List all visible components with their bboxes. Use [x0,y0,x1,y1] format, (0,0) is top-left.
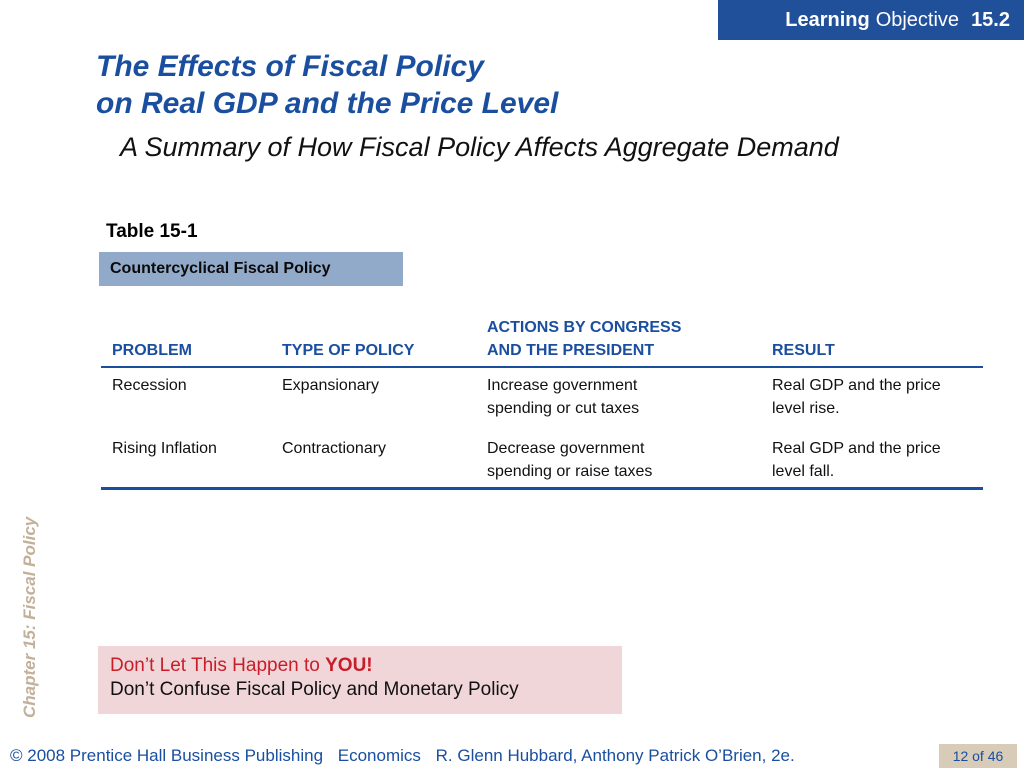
row1-type: Expansionary [282,377,379,394]
callout-heading-emphasis: YOU! [325,655,373,676]
table-label: Table 15-1 [106,221,198,242]
table-bottom-rule [101,487,983,490]
row1-result-line2: level rise. [772,400,840,417]
row2-result-line1: Real GDP and the price [772,440,941,457]
row2-result-line2: level fall. [772,463,835,480]
footer-copyright: © 2008 Prentice Hall Business Publishing [10,746,324,765]
table-caption: Countercyclical Fiscal Policy [99,252,403,286]
row2-actions-line2: spending or raise taxes [487,463,653,480]
callout-subheading: Don’t Confuse Fiscal Policy and Monetary Policy [110,679,519,700]
badge-learning: Learning [785,8,870,31]
slide-title [96,48,558,122]
badge-number: 15.2 [971,8,1010,31]
row1-actions-line2: spending or cut taxes [487,400,640,417]
row1-problem: Recession [112,377,187,394]
badge-objective: Objective [875,8,960,31]
slide-subtitle: A Summary of How Fiscal Policy Affects Aggregate Demand [120,132,839,162]
learning-objective-badge [718,0,1024,40]
callout-box [98,646,622,714]
row1-actions-line1: Increase government [487,377,638,394]
row1-result-line1: Real GDP and the price [772,377,941,394]
footer-book: Economics [337,746,421,765]
header-actions-line1: ACTIONS BY CONGRESS [487,319,682,336]
header-actions-line2: AND THE PRESIDENT [487,342,655,359]
row2-problem: Rising Inflation [112,440,217,457]
row2-actions-line1: Decrease government [487,440,645,457]
slide-title-line2: on Real GDP and the Price Level [96,87,559,120]
header-problem: PROBLEM [112,342,192,359]
callout-heading-prefix: Don’t Let This Happen to [110,655,326,676]
chapter-side-label: Chapter 15: Fiscal Policy [20,516,39,718]
footer [10,746,805,766]
header-rule [101,366,983,368]
header-type-of-policy: TYPE OF POLICY [282,342,415,359]
page-number: 12 of 46 [939,744,1017,768]
callout-heading [110,654,622,678]
header-result: RESULT [772,342,835,359]
slide-title-line1: The Effects of Fiscal Policy [96,50,484,83]
row2-type: Contractionary [282,440,387,457]
footer-authors: R. Glenn Hubbard, Anthony Patrick O’Brien, 2e. [435,746,795,765]
